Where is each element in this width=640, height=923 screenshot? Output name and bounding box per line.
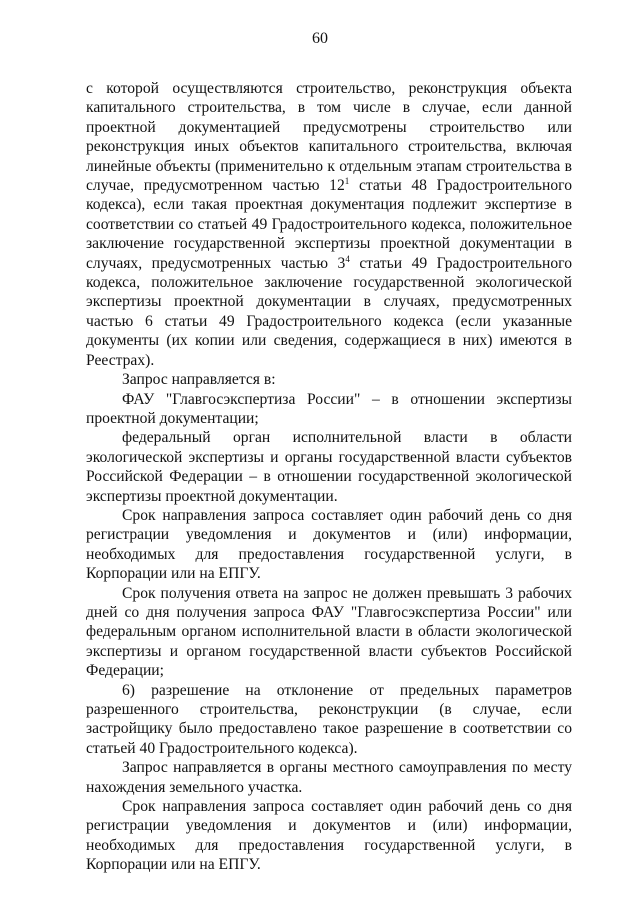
page-number: 60 xyxy=(312,30,328,47)
paragraph-request-deadline: Срок направления запроса составляет один рабочий день со дня регистрации уведомления и документов и (или) информации, необходимых для предоставления государственной услуги, в Корпорации или на ЕПГУ. xyxy=(86,506,572,583)
paragraph-text: статьи 49 Градостроительного кодекса, положительное заключение государственной экологической экспертизы проектной документации в случаях, предусмотренных частью 6 статьи 49 Градостроительного кодекса (если указанные документы (их копии или сведения, содержащиеся в них) имеются в Реестрах). xyxy=(86,254,572,369)
paragraph-continuation xyxy=(86,79,572,370)
paragraph-request-sent-to: Запрос направляется в: xyxy=(122,371,276,389)
superscript: 4 xyxy=(345,253,350,264)
paragraph-item-6: 6) разрешение на отклонение от предельных параметров разрешенного строительства, реконструкции (в случае, если застройщику было предоставлено такое разрешение в соответствии со статьей 40 Градостроительного кодекса). xyxy=(86,681,572,757)
superscript: 1 xyxy=(344,176,350,187)
paragraph-glavgosexpertiza: ФАУ "Главгосэкспертиза России" – в отношении экспертизы проектной документации; xyxy=(86,390,572,427)
paragraph-response-deadline: Срок получения ответа на запрос не должен превышать 3 рабочих дней со дня получения запроса ФАУ "Главгосэкспертиза России" или федеральным органом исполнительной власти в области экологической экспертизы и органом государственной власти субъектов Российской Федерации; xyxy=(86,584,572,680)
paragraph-federal-authority: федеральный орган исполнительной власти в области экологической экспертизы и органы государственной власти субъектов Российской Федерации – в отношении государственной экологической экспертизы проектной документации. xyxy=(86,429,572,505)
paragraph-text: статьи 48 Градостроительного кодекса), если такая проектная документация подлежит экспертизе в соответствии со статьей 49 Градостроительного кодекса, положительное заключение государственной экспертизы проектной документации в случаях, предусмотренных частью 3 xyxy=(86,177,572,272)
document-body xyxy=(86,79,572,875)
paragraph-local-government: Запрос направляется в органы местного самоуправления по месту нахождения земельного участка. xyxy=(86,759,572,796)
paragraph-request-deadline-2: Срок направления запроса составляет один рабочий день со дня регистрации уведомления и документов и (или) информации, необходимых для предоставления государственной услуги, в Корпорации или на ЕПГУ. xyxy=(86,798,572,874)
paragraph-text: с которой осуществляются строительство, реконструкция объекта капитального строительства, в том числе в случае, если данной проектной документацией предусмотрены строительство или реконструкция иных объектов капитального строительства, включая линейные объекты (применительно к отдельным этапам строительства в случае, предусмотренном частью 12 xyxy=(86,80,572,195)
